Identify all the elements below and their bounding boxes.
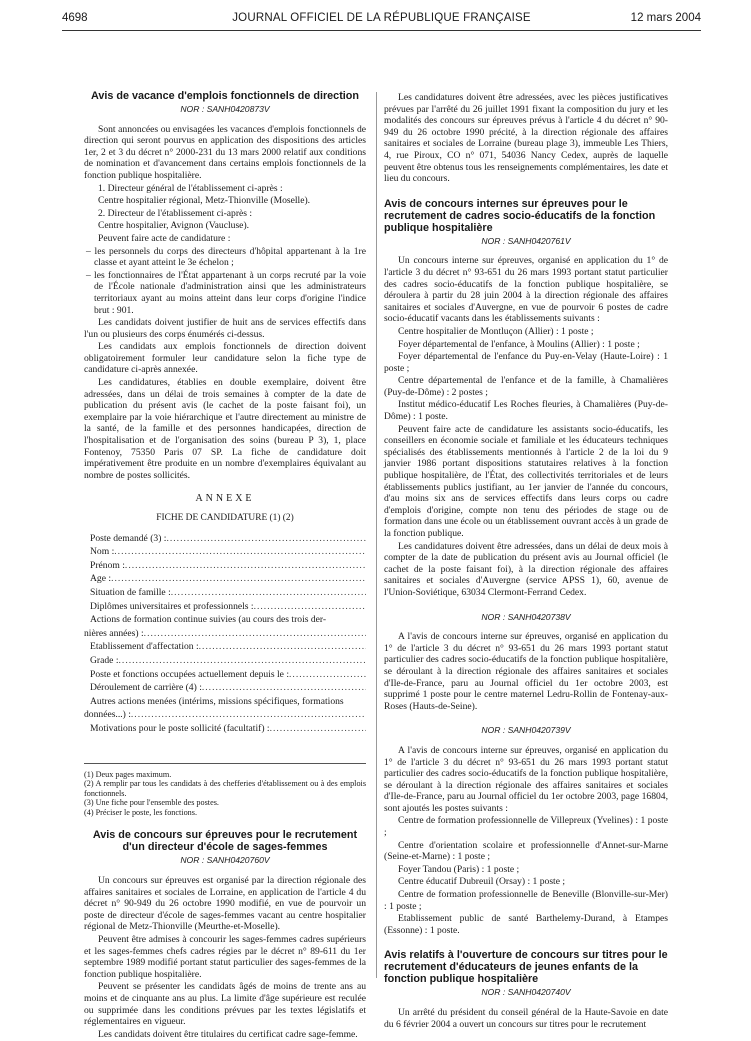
list-item: Foyer départemental de l'enfance, à Moulins (Allier) : 1 poste ;: [398, 338, 640, 350]
notice-title: Avis relatifs à l'ouverture de concours sur titres pour le recrutement d'éducateurs de jeunes enfants de la fonction publique hospitalière: [384, 949, 668, 986]
paragraph: A l'avis de concours interne sur épreuves, organisé en application du 1° de l'article 3 du décret n° 93-651 du 26 mars 1993 portant statut particulier des cadres socio-éducatifs de la fonction publique hospitalière, se déroulant à la direction régionale des affaires sanitaires et sociales d'Ile-de-France, paru au Journal officiel du 1er octobre 2003, est supprimé 1 poste pour le centre maternel Ledru-Rollin de Fontenay-aux-Roses (Hauts-de-Seine).: [384, 631, 668, 712]
paragraph: Un concours interne sur épreuves, organisé en application du 1° de l'article 3 du décret n° 93-651 du 26 mars 1993 portant statut particulier des cadres socio-éducatifs de la fonction publique hospitalière, se déroulera à partir du 28 juin 2004 à la direction régionale des affaires sanitaires et sociales d'Auvergne, en vue de pourvoir 6 postes de cadre socio-éducatif vacants dans les établissements suivants :: [384, 255, 668, 325]
form-field: Etablissement d'affectation : .....: [84, 641, 366, 653]
nor-reference: NOR : SANH0420739V: [481, 725, 571, 736]
bullet-item: – les fonctionnaires de l'État appartenant à un corps recruté par la voie de l'École nationale d'administration ainsi que les administrateurs territoriaux ayant au moins atteint dans leur corps d'origine l'indice brut : 901.: [86, 269, 366, 316]
column-divider: [376, 92, 377, 978]
paragraph: Les candidats doivent justifier de huit ans de services effectifs dans l'un ou plusieurs des corps énumérés ci-dessus.: [84, 317, 366, 340]
footnote: (4) Préciser le poste, les fonctions.: [84, 807, 198, 817]
paragraph: Peuvent se présenter les candidats âgés de moins de trente ans au moins et de cinquante ans au plus. La limite d'âge supérieure est reculée ou supprimée dans les conditions prévues par les textes législatifs et réglementaires en vigueur.: [84, 981, 366, 1028]
paragraph: Peuvent faire acte de candidature les assistants socio-éducatifs, les conseillers en économie sociale et familiale et les éducateurs techniques spécialisés des établissements mentionnés à l'article 2 de la loi du 9 janvier 1986 portant dispositions statutaires relatives à la fonction publique hospitalière, de l'État, des collectivités territoriales et de leurs établissements publics justifiant, au 1er janvier de l'année du concours, d'au moins six ans de services effectifs dans leurs corps ou cadre d'emplois d'origine, compte non tenu des périodes de stage ou de formation dans une école ou un établissement ouvrant accès à un grade de la fonction publique.: [384, 423, 668, 539]
header-rule: [62, 30, 701, 31]
notice-title: Avis de vacance d'emplois fonctionnels de direction: [91, 90, 359, 102]
paragraph: Peuvent faire acte de candidature :: [98, 232, 231, 244]
paragraph: Un arrêté du président du conseil général de la Haute-Savoie en date du 6 février 2004 a ouvert un concours sur titres pour le recrutement: [384, 1007, 668, 1030]
paragraph: Sont annoncées ou envisagées les vacances d'emplois fonctionnels de direction qui seront pourvus en application des dispositions des articles 1er, 2 et 3 du décret n° 2000-231 du 13 mars 2000 relatif aux conditions de nomination et d'avancement dans certains emplois fonctionnels de la fonction publique hospitalière.: [84, 123, 366, 181]
list-item: Centre de formation professionnelle de Beneville (Blonville-sur-Mer) : 1 poste ;: [384, 889, 668, 912]
form-field: données...) : .....: [84, 709, 366, 721]
list-item: Centre d'orientation scolaire et professionnelle d'Annet-sur-Marne (Seine-et-Marne) : 1 poste ;: [384, 839, 668, 863]
list-item: Centre hospitalier de Montluçon (Allier) : 1 poste ;: [398, 325, 594, 337]
paragraph: Les candidatures doivent être adressées, dans un délai de deux mois à compter de la date de publication du présent avis au Journal officiel (le cachet de la poste faisant foi), à la direction régionale des affaires sanitaires et sociales d'Auvergne (service APSS 1), 60, avenue de l'Union-Soviétique, 63034 Clermont-Ferrand Cedex.: [384, 540, 668, 598]
notice-title: Avis de concours internes sur épreuves pour le recrutement de cadres socio-éducatifs de la fonction publique hospitalière: [384, 197, 656, 234]
list-item: Foyer départemental de l'enfance du Puy-en-Velay (Haute-Loire) : 1 poste ;: [384, 351, 668, 374]
list-item: Centre éducatif Dubreuil (Orsay) : 1 poste ;: [398, 876, 566, 888]
paragraph: A l'avis de concours interne sur épreuves, organisé en application du 1° de l'article 3 du décret n° 93-651 du 26 mars 1993 portant statut particulier des cadres socio-éducatifs de la fonction publique hospitalière, se déroulant à la direction régionale des affaires sanitaires et sociales d'Ile-de-France, paru au Journal officiel du 1er octobre 2003, page 16804, sont ajoutés les postes suivants :: [384, 744, 668, 814]
form-field: Actions de formation continue suivies (au cours des trois der-: [90, 614, 327, 626]
form-field: Situation de famille : .....: [84, 587, 366, 599]
paragraph: 2. Directeur de l'établissement ci-après :: [98, 207, 253, 219]
nor-reference: NOR : SANH0420738V: [481, 611, 571, 622]
footnote: (3) Une fiche pour l'ensemble des postes.: [84, 798, 219, 808]
annex-heading: ANNEXE: [195, 493, 255, 505]
paragraph: Les candidatures doivent être adressées, avec les pièces justificatives prévues par l'arrêté du 26 juillet 1991 fixant la composition du jury et les modalités des concours sur épreuves prévus à l'article 4 du décret n° 90-949 du 26 octobre 1990 précité, à la direction régionale des affaires sanitaires et sociales de Lorraine (bureau plage 3), immeuble Les Thiers, 4, rue Piroux, CO n° 071, 54036 Nancy Cedex, auprès de laquelle peuvent être obtenus tous les renseignements complémentaires, les date et lieu du concours.: [384, 92, 668, 185]
form-field: Prénom : .....: [84, 560, 366, 572]
form-heading: FICHE DE CANDIDATURE (1) (2): [156, 513, 294, 523]
form-field: Autres actions menées (intérims, missions spécifiques, formations: [90, 695, 344, 707]
paragraph: Centre hospitalier régional, Metz-Thionville (Moselle).: [98, 195, 311, 207]
form-field: Diplômes universitaires et professionnels : .....: [84, 601, 366, 613]
footnote: (2) A remplir par tous les candidats à des chefferies d'établissement ou à des emplois fonctionnels.: [84, 779, 366, 798]
bullet-item: – les personnels du corps des directeurs d'hôpital appartenant à la 1re classe et ayant atteint le 3e échelon ;: [86, 245, 366, 269]
nor-reference: NOR : SANH0420740V: [481, 987, 571, 998]
paragraph: Centre hospitalier, Avignon (Vaucluse).: [98, 220, 250, 232]
paragraph: Peuvent être admises à concourir les sages-femmes cadres supérieurs et les sages-femmes chefs cadres régies par le décret n° 89-611 du 1er septembre 1989 modifié portant statut particulier des sages-femmes de la fonction publique hospitalière.: [84, 934, 366, 980]
form-field: Déroulement de carrière (4) : .....: [84, 682, 366, 694]
form-field: Grade : .....: [84, 655, 366, 667]
issue-date: 12 mars 2004: [630, 12, 701, 24]
paragraph: Les candidats doivent être titulaires du certificat cadre sage-femme.: [98, 1028, 358, 1040]
list-item: Centre départemental de l'enfance et de la famille, à Chamalières (Puy-de-Dôme) : 2 postes ;: [384, 375, 668, 398]
paragraph: Les candidats aux emplois fonctionnels de direction doivent obligatoirement formuler leur candidature selon la fiche type de candidature ci-après annexée.: [84, 341, 366, 376]
form-field: Age : .....: [84, 573, 366, 585]
paragraph: Un concours sur épreuves est organisé par la direction régionale des affaires sanitaires et sociales de Lorraine, en application de l'article 4 du décret n° 90-949 du 26 octobre 1990 modifié, en vue de pourvoir un poste de directeur d'école de sages-femmes vacant au centre hospitalier régional de Metz-Thionville (Meurthe-et-Moselle).: [84, 875, 366, 933]
paragraph: Les candidatures, établies en double exemplaire, doivent être adressées, dans un délai de trois semaines à compter de la date de publication du présent avis (le cachet de la poste faisant foi), un exemplaire par la voie hiérarchique et l'autre directement au ministre de la santé, de la famille et des personnes handicapées, direction de l'hospitalisation et de l'organisation des soins (bureau P 3), 1, place Fontenoy, 75350 Paris 07 SP. La fiche de candidature doit impérativement être produite en un nombre d'exemplaires équivalant au nombre de postes sollicités.: [84, 377, 366, 481]
footnote: (1) Deux pages maximum.: [84, 769, 172, 779]
page-number: 4698: [62, 12, 88, 24]
form-field: nières années) : .....: [84, 628, 366, 640]
list-item: Centre de formation professionnelle de Villepreux (Yvelines) : 1 poste ;: [384, 815, 668, 839]
list-item: Etablissement public de santé Barthelemy-Durand, à Etampes (Essonne) : 1 poste.: [384, 913, 668, 936]
nor-reference: NOR : SANH0420761V: [481, 235, 571, 246]
journal-title: JOURNAL OFFICIEL DE LA RÉPUBLIQUE FRANÇAISE: [232, 12, 531, 24]
form-field: Motivations pour le poste sollicité (facultatif) : .....: [84, 723, 366, 735]
footnote-rule: [84, 763, 366, 764]
form-field: Poste demandé (3) : .....: [84, 533, 366, 545]
list-item: Foyer Tandou (Paris) : 1 poste ;: [398, 863, 520, 875]
left-column: [84, 90, 366, 1041]
list-item: Institut médico-éducatif Les Roches fleuries, à Chamalières (Puy-de-Dôme) : 1 poste.: [384, 399, 668, 423]
nor-reference: NOR : SANH0420760V: [180, 855, 270, 866]
page-header: [62, 12, 701, 28]
notice-title: Avis de concours sur épreuves pour le recrutement d'un directeur d'école de sages-femmes: [92, 829, 358, 854]
paragraph: 1. Directeur général de l'établissement ci-après :: [98, 182, 283, 194]
right-column: [384, 92, 668, 1031]
form-field: Poste et fonctions occupées actuellement depuis le : .....: [84, 669, 366, 681]
nor-reference: NOR : SANH0420873V: [180, 104, 270, 114]
form-field: Nom : .....: [84, 546, 366, 558]
footnotes: [84, 770, 366, 818]
